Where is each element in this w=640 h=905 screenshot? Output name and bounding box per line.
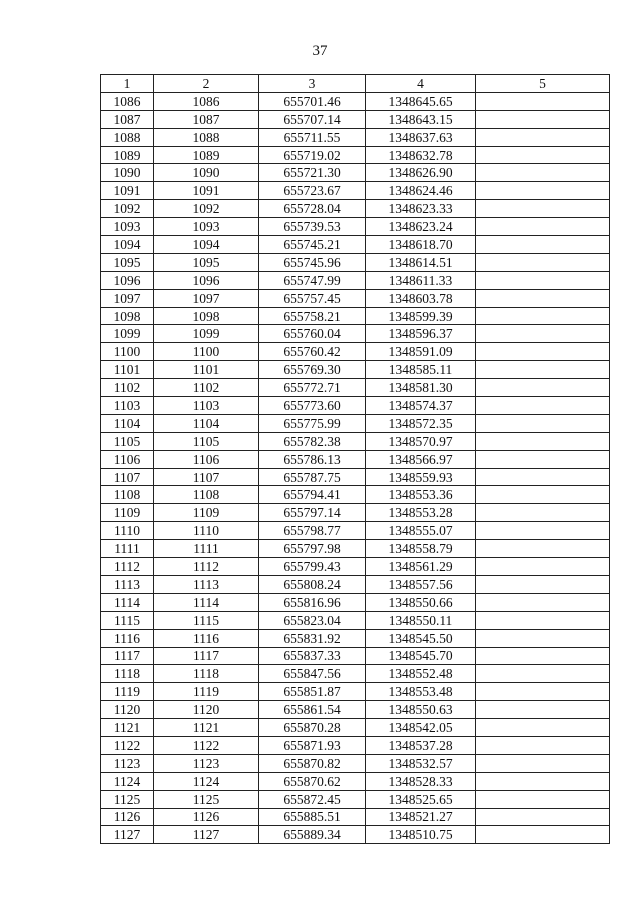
table-cell: 1127 <box>154 826 259 844</box>
table-cell: 1090 <box>154 164 259 182</box>
table-row <box>101 468 610 486</box>
table-cell: 1113 <box>154 575 259 593</box>
table-row <box>101 128 610 146</box>
table-cell: 1124 <box>154 772 259 790</box>
table-row <box>101 92 610 110</box>
table-cell <box>476 92 610 110</box>
table-cell: 1111 <box>154 540 259 558</box>
table-cell: 1089 <box>154 146 259 164</box>
table-cell <box>476 522 610 540</box>
table-cell <box>476 128 610 146</box>
table-cell <box>476 468 610 486</box>
table-row <box>101 647 610 665</box>
table-cell: 655831.92 <box>259 629 366 647</box>
table-cell: 655701.46 <box>259 92 366 110</box>
table-cell: 1348545.70 <box>366 647 476 665</box>
table-cell: 1105 <box>154 432 259 450</box>
table-cell <box>476 164 610 182</box>
table-cell <box>476 397 610 415</box>
table-cell: 1113 <box>101 575 154 593</box>
table-cell: 655851.87 <box>259 683 366 701</box>
table-cell <box>476 593 610 611</box>
table-cell: 655797.98 <box>259 540 366 558</box>
table-cell: 1348603.78 <box>366 289 476 307</box>
table-row <box>101 182 610 200</box>
table-cell <box>476 486 610 504</box>
table-cell: 655870.62 <box>259 772 366 790</box>
table-cell: 1122 <box>154 736 259 754</box>
table-cell: 655797.14 <box>259 504 366 522</box>
table-cell: 1348537.28 <box>366 736 476 754</box>
table-cell: 1348545.50 <box>366 629 476 647</box>
table-cell <box>476 414 610 432</box>
table-cell: 1100 <box>101 343 154 361</box>
table-cell: 655728.04 <box>259 200 366 218</box>
table-cell: 1120 <box>101 701 154 719</box>
table-cell: 1127 <box>101 826 154 844</box>
table-row <box>101 754 610 772</box>
page-number: 37 <box>312 43 328 59</box>
table-cell <box>476 540 610 558</box>
table-cell: 1105 <box>101 432 154 450</box>
table-row <box>101 432 610 450</box>
table-row <box>101 826 610 844</box>
table-cell: 655719.02 <box>259 146 366 164</box>
table-cell: 1348558.79 <box>366 540 476 558</box>
table-cell: 1101 <box>154 361 259 379</box>
table-row <box>101 271 610 289</box>
table-cell: 1125 <box>101 790 154 808</box>
table-cell: 1100 <box>154 343 259 361</box>
table-cell: 655769.30 <box>259 361 366 379</box>
table-cell: 1348570.97 <box>366 432 476 450</box>
table-row <box>101 504 610 522</box>
table-cell: 655837.33 <box>259 647 366 665</box>
table-row <box>101 629 610 647</box>
table-cell: 1112 <box>154 558 259 576</box>
table-cell: 1348566.97 <box>366 450 476 468</box>
table-cell <box>476 826 610 844</box>
table-cell: 1348550.63 <box>366 701 476 719</box>
table-row <box>101 450 610 468</box>
table-cell: 1348596.37 <box>366 325 476 343</box>
table-row <box>101 146 610 164</box>
table-cell: 1126 <box>101 808 154 826</box>
table-row <box>101 236 610 254</box>
table-cell: 1098 <box>101 307 154 325</box>
table-row <box>101 325 610 343</box>
table-cell: 1103 <box>154 397 259 415</box>
table-cell: 655798.77 <box>259 522 366 540</box>
table-cell: 1348532.57 <box>366 754 476 772</box>
table-cell: 1122 <box>101 736 154 754</box>
table-cell <box>476 629 610 647</box>
table-cell: 1114 <box>154 593 259 611</box>
table-cell <box>476 790 610 808</box>
table-cell: 1348553.28 <box>366 504 476 522</box>
table-cell: 1106 <box>101 450 154 468</box>
table-cell: 655889.34 <box>259 826 366 844</box>
table-row <box>101 289 610 307</box>
table-cell: 1110 <box>101 522 154 540</box>
table-row <box>101 486 610 504</box>
table-cell: 655721.30 <box>259 164 366 182</box>
table-cell <box>476 271 610 289</box>
table-cell: 1348581.30 <box>366 379 476 397</box>
table-cell <box>476 182 610 200</box>
table-cell: 655816.96 <box>259 593 366 611</box>
table-cell: 1099 <box>154 325 259 343</box>
table-cell <box>476 450 610 468</box>
table-cell: 1109 <box>101 504 154 522</box>
table-cell: 1123 <box>154 754 259 772</box>
table-cell: 1117 <box>154 647 259 665</box>
table-row <box>101 790 610 808</box>
table-row <box>101 540 610 558</box>
table-cell: 1106 <box>154 450 259 468</box>
table-cell: 655808.24 <box>259 575 366 593</box>
table-cell: 1099 <box>101 325 154 343</box>
table-cell: 1094 <box>154 236 259 254</box>
table-cell <box>476 772 610 790</box>
table-cell: 655757.45 <box>259 289 366 307</box>
table-cell: 1348542.05 <box>366 719 476 737</box>
table-cell: 655758.21 <box>259 307 366 325</box>
column-header: 2 <box>154 75 259 93</box>
table-cell: 1098 <box>154 307 259 325</box>
table-cell: 1093 <box>101 218 154 236</box>
table-cell: 1096 <box>154 271 259 289</box>
table-cell: 1348525.65 <box>366 790 476 808</box>
table-row <box>101 414 610 432</box>
table-row <box>101 575 610 593</box>
table-cell: 1109 <box>154 504 259 522</box>
table-cell: 1089 <box>101 146 154 164</box>
table-row <box>101 307 610 325</box>
table-cell: 655772.71 <box>259 379 366 397</box>
table-cell: 1348585.11 <box>366 361 476 379</box>
column-header: 4 <box>366 75 476 93</box>
table-cell <box>476 575 610 593</box>
table-cell <box>476 361 610 379</box>
table-cell: 1348611.33 <box>366 271 476 289</box>
table-cell <box>476 200 610 218</box>
table-row <box>101 253 610 271</box>
table-cell: 655711.55 <box>259 128 366 146</box>
table-cell: 1348623.24 <box>366 218 476 236</box>
table-cell: 1108 <box>154 486 259 504</box>
table-cell: 1091 <box>154 182 259 200</box>
table-cell: 1126 <box>154 808 259 826</box>
table-cell: 655794.41 <box>259 486 366 504</box>
table-cell: 1348599.39 <box>366 307 476 325</box>
table-cell <box>476 558 610 576</box>
table-cell: 1119 <box>101 683 154 701</box>
table-cell: 1086 <box>154 92 259 110</box>
table-cell: 1097 <box>154 289 259 307</box>
table-cell: 1096 <box>101 271 154 289</box>
table-row <box>101 736 610 754</box>
table-row <box>101 558 610 576</box>
table-row <box>101 218 610 236</box>
table-cell: 1348574.37 <box>366 397 476 415</box>
table-cell: 1120 <box>154 701 259 719</box>
table-cell: 1088 <box>101 128 154 146</box>
table-cell <box>476 307 610 325</box>
table-cell: 1348618.70 <box>366 236 476 254</box>
table-cell <box>476 379 610 397</box>
table-cell: 1348643.15 <box>366 110 476 128</box>
table-cell <box>476 647 610 665</box>
table-cell: 1108 <box>101 486 154 504</box>
table-cell: 1121 <box>101 719 154 737</box>
table-cell <box>476 253 610 271</box>
table-cell: 1348553.48 <box>366 683 476 701</box>
table-cell: 655847.56 <box>259 665 366 683</box>
table-cell: 1348637.63 <box>366 128 476 146</box>
table-cell: 655745.21 <box>259 236 366 254</box>
table-cell: 655799.43 <box>259 558 366 576</box>
table-row <box>101 361 610 379</box>
table-cell: 1348521.27 <box>366 808 476 826</box>
table-cell: 1103 <box>101 397 154 415</box>
table-cell: 1111 <box>101 540 154 558</box>
table-cell: 1114 <box>101 593 154 611</box>
table-cell: 1116 <box>101 629 154 647</box>
table-cell: 1097 <box>101 289 154 307</box>
table-cell: 655723.67 <box>259 182 366 200</box>
table-cell: 1121 <box>154 719 259 737</box>
table-row <box>101 397 610 415</box>
table-cell: 1348572.35 <box>366 414 476 432</box>
table-cell: 655786.13 <box>259 450 366 468</box>
table-cell <box>476 754 610 772</box>
table-row <box>101 343 610 361</box>
table-row <box>101 719 610 737</box>
table-cell <box>476 325 610 343</box>
table-cell: 1115 <box>154 611 259 629</box>
table-cell: 1095 <box>154 253 259 271</box>
table-cell: 1093 <box>154 218 259 236</box>
table-cell <box>476 611 610 629</box>
table-cell <box>476 236 610 254</box>
table-cell: 1092 <box>101 200 154 218</box>
table-row <box>101 593 610 611</box>
table-cell: 655861.54 <box>259 701 366 719</box>
table-cell: 1102 <box>101 379 154 397</box>
table-cell: 1348552.48 <box>366 665 476 683</box>
table-row <box>101 110 610 128</box>
table-cell: 1092 <box>154 200 259 218</box>
table-row <box>101 701 610 719</box>
table-cell: 1094 <box>101 236 154 254</box>
table-cell: 1087 <box>101 110 154 128</box>
table-cell: 1107 <box>101 468 154 486</box>
table-row <box>101 772 610 790</box>
table-cell: 1117 <box>101 647 154 665</box>
table-row <box>101 808 610 826</box>
table-header-row <box>101 75 610 93</box>
table-cell: 655775.99 <box>259 414 366 432</box>
table-row <box>101 200 610 218</box>
table-cell: 655885.51 <box>259 808 366 826</box>
table-cell: 1118 <box>154 665 259 683</box>
table-cell: 1087 <box>154 110 259 128</box>
table-cell: 1348614.51 <box>366 253 476 271</box>
table-cell: 655871.93 <box>259 736 366 754</box>
table-cell: 655707.14 <box>259 110 366 128</box>
table-cell: 1104 <box>154 414 259 432</box>
table-cell <box>476 343 610 361</box>
table-cell <box>476 808 610 826</box>
table-cell: 655747.99 <box>259 271 366 289</box>
table-cell: 1115 <box>101 611 154 629</box>
table-cell <box>476 683 610 701</box>
table-row <box>101 665 610 683</box>
table-cell: 655739.53 <box>259 218 366 236</box>
table-cell: 655823.04 <box>259 611 366 629</box>
table-cell: 1348528.33 <box>366 772 476 790</box>
table-row <box>101 683 610 701</box>
table-cell: 1348559.93 <box>366 468 476 486</box>
table-row <box>101 522 610 540</box>
table-cell: 1348550.66 <box>366 593 476 611</box>
table-cell: 1116 <box>154 629 259 647</box>
table-cell: 655782.38 <box>259 432 366 450</box>
column-header: 5 <box>476 75 610 93</box>
table-cell: 1112 <box>101 558 154 576</box>
table-cell: 1348626.90 <box>366 164 476 182</box>
table-cell: 655872.45 <box>259 790 366 808</box>
table-cell: 1101 <box>101 361 154 379</box>
table-cell: 1124 <box>101 772 154 790</box>
table-cell <box>476 665 610 683</box>
table-cell: 1348561.29 <box>366 558 476 576</box>
table-cell <box>476 146 610 164</box>
table-cell: 1348550.11 <box>366 611 476 629</box>
table-cell: 1110 <box>154 522 259 540</box>
table-cell: 1095 <box>101 253 154 271</box>
table-cell: 1348632.78 <box>366 146 476 164</box>
table-cell: 655760.04 <box>259 325 366 343</box>
table-row <box>101 611 610 629</box>
table-cell: 1107 <box>154 468 259 486</box>
table-cell: 655787.75 <box>259 468 366 486</box>
table-cell: 1348623.33 <box>366 200 476 218</box>
table-cell: 1348557.56 <box>366 575 476 593</box>
table-cell: 1104 <box>101 414 154 432</box>
table-cell <box>476 719 610 737</box>
coordinates-table <box>100 74 610 844</box>
table-cell: 1348555.07 <box>366 522 476 540</box>
table-cell: 1091 <box>101 182 154 200</box>
table-cell: 1348645.65 <box>366 92 476 110</box>
table-row <box>101 164 610 182</box>
table-cell <box>476 289 610 307</box>
table-cell <box>476 701 610 719</box>
table-cell: 1348591.09 <box>366 343 476 361</box>
table-cell: 1348624.46 <box>366 182 476 200</box>
table-cell: 655745.96 <box>259 253 366 271</box>
table-cell <box>476 110 610 128</box>
column-header: 1 <box>101 75 154 93</box>
table-cell: 1088 <box>154 128 259 146</box>
table-cell <box>476 736 610 754</box>
table-body <box>101 92 610 843</box>
table-cell: 1348553.36 <box>366 486 476 504</box>
table-cell <box>476 432 610 450</box>
table-cell: 1102 <box>154 379 259 397</box>
table-cell: 1123 <box>101 754 154 772</box>
table-cell: 655870.82 <box>259 754 366 772</box>
table-cell: 1118 <box>101 665 154 683</box>
table-cell: 1119 <box>154 683 259 701</box>
table-cell: 655870.28 <box>259 719 366 737</box>
table-row <box>101 379 610 397</box>
table-cell: 655773.60 <box>259 397 366 415</box>
table-cell <box>476 504 610 522</box>
column-header: 3 <box>259 75 366 93</box>
table-cell: 1125 <box>154 790 259 808</box>
table-cell <box>476 218 610 236</box>
table-cell: 1090 <box>101 164 154 182</box>
table-cell: 655760.42 <box>259 343 366 361</box>
table-cell: 1348510.75 <box>366 826 476 844</box>
table-cell: 1086 <box>101 92 154 110</box>
